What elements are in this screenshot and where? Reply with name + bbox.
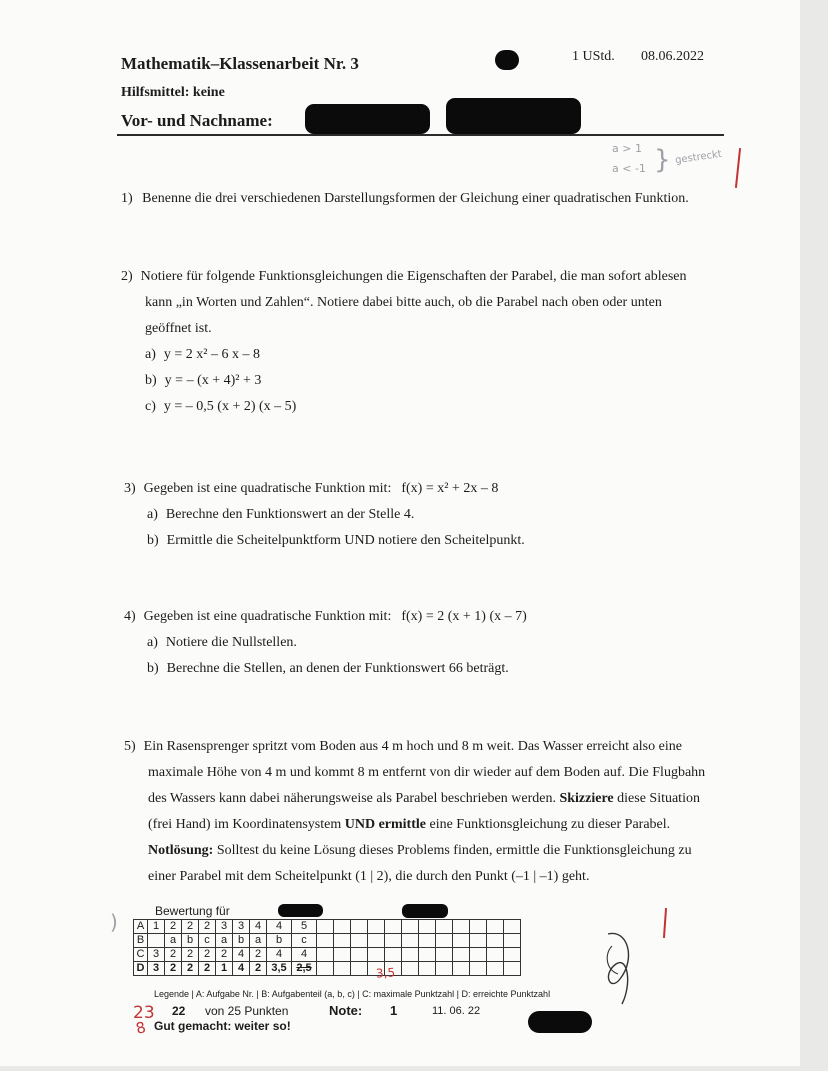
grading-cell: 2 xyxy=(250,962,267,976)
grading-cell: 4 xyxy=(250,920,267,934)
grading-cell: 3,5 xyxy=(267,962,292,976)
grading-cell: 2 xyxy=(165,948,182,962)
grade-date: 11. 06. 22 xyxy=(432,1005,481,1017)
grading-cell-empty xyxy=(351,948,368,962)
grading-cell-empty xyxy=(368,948,385,962)
task-3-intro: Gegeben ist eine quadratische Funktion mit: xyxy=(143,481,392,496)
task-3 xyxy=(124,476,525,554)
grading-cell: 2 xyxy=(182,920,199,934)
pencil-margin-mark: ) xyxy=(110,910,118,934)
grading-cell: 2 xyxy=(199,920,216,934)
task-2-number: 2) xyxy=(121,269,133,284)
task-3a-text: Berechne den Funktionswert an der Stelle 4. xyxy=(165,507,415,522)
grading-cell-empty xyxy=(453,962,470,976)
task-5-line3-end: diese Situation xyxy=(617,791,700,806)
grading-cell-empty xyxy=(504,934,521,948)
task-2a-label: a) xyxy=(145,347,156,362)
pencil-note-label: gestreckt xyxy=(674,148,723,167)
task-3b-label: b) xyxy=(147,533,159,548)
task-5-line5: Solltest du keine Lösung dieses Problems finden, ermittle die Funktionsgleichung zu xyxy=(216,843,692,858)
grading-cell-empty xyxy=(368,920,385,934)
task-1-number: 1) xyxy=(121,191,133,206)
grading-cell xyxy=(148,934,165,948)
grading-cell-empty xyxy=(436,934,453,948)
grading-row-a xyxy=(134,920,521,934)
task-5-line3: des Wassers kann dabei näherungsweise als Parabel beschrieben werden. xyxy=(148,791,556,806)
corrected-points: 23 xyxy=(133,1003,155,1023)
task-2-line3: geöffnet ist. xyxy=(145,321,212,336)
task-4-formula: f(x) = 2 (x + 1) (x – 7) xyxy=(401,609,527,624)
corrected-grade: 8 xyxy=(133,1018,148,1038)
grading-cell-empty xyxy=(419,962,436,976)
grading-cell-empty xyxy=(453,934,470,948)
grading-cell-empty xyxy=(436,962,453,976)
grading-row-c xyxy=(134,948,521,962)
grading-cell: a xyxy=(250,934,267,948)
task-4-intro: Gegeben ist eine quadratische Funktion mit: xyxy=(143,609,392,624)
grading-cell-empty xyxy=(334,934,351,948)
red-margin-mark-grading xyxy=(663,908,667,938)
grading-cell-empty xyxy=(504,962,521,976)
grading-cell-empty xyxy=(385,920,402,934)
grade-label: Note: xyxy=(329,1003,363,1018)
grading-cell-empty xyxy=(334,962,351,976)
grading-cell: 2 xyxy=(199,948,216,962)
task-5-number: 5) xyxy=(124,739,136,754)
grading-cell-empty xyxy=(470,962,487,976)
task-5-line4-end: eine Funktionsgleichung zu dieser Parabel. xyxy=(429,817,671,832)
grading-cell-empty xyxy=(317,920,334,934)
task-2c-label: c) xyxy=(145,399,156,414)
grading-cell: 2 xyxy=(250,948,267,962)
grading-cell: 3 xyxy=(216,920,233,934)
redacted-last-name xyxy=(446,98,581,134)
redacted-grading-name xyxy=(278,904,323,917)
task-2a-equation: y = 2 x² – 6 x – 8 xyxy=(163,347,260,362)
task-5-keyword-sketch: Skizziere xyxy=(559,791,614,806)
task-2-line2: kann „in Worten und Zahlen“. Notiere dabei bitte auch, ob die Parabel nach oben oder unten xyxy=(145,295,662,310)
grading-cell: 4 xyxy=(233,962,250,976)
grading-cell: 4 xyxy=(292,948,317,962)
red-margin-mark xyxy=(735,148,741,188)
grading-row-label: A xyxy=(134,920,148,934)
grading-cell-empty xyxy=(504,920,521,934)
task-5 xyxy=(124,734,705,890)
task-4b-label: b) xyxy=(147,661,159,676)
teacher-comment: Gut gemacht: weiter so! xyxy=(154,1019,291,1033)
grading-cell: 2,5 xyxy=(292,962,317,976)
corrected-cell-score: 3,5 xyxy=(375,965,396,981)
grading-row-d xyxy=(134,962,521,976)
grading-cell: 2 xyxy=(182,962,199,976)
grading-cell: 2 xyxy=(165,962,182,976)
grading-cell-empty xyxy=(351,962,368,976)
achieved-points: 22 xyxy=(172,1004,186,1018)
grading-row-b xyxy=(134,934,521,948)
task-4b-text: Berechne die Stellen, an denen der Funktionswert 66 beträgt. xyxy=(166,661,509,676)
grading-cell-empty xyxy=(317,962,334,976)
grading-cell-empty xyxy=(419,934,436,948)
task-1 xyxy=(121,186,689,212)
grade-value: 1 xyxy=(390,1003,398,1018)
grading-cell-empty xyxy=(487,920,504,934)
grading-cell: 3 xyxy=(148,962,165,976)
grading-cell: 2 xyxy=(199,962,216,976)
grading-cell: 5 xyxy=(292,920,317,934)
grading-cell: 4 xyxy=(267,948,292,962)
grading-cell: b xyxy=(182,934,199,948)
grading-cell-empty xyxy=(487,934,504,948)
redacted-grading-class xyxy=(402,904,448,918)
grading-cell-empty xyxy=(317,948,334,962)
grading-cell: a xyxy=(165,934,182,948)
task-3-formula: f(x) = x² + 2x – 8 xyxy=(401,481,499,496)
grading-cell-empty xyxy=(470,948,487,962)
task-5-line1: Ein Rasensprenger spritzt vom Boden aus 4 m hoch und 8 m weit. Das Wasser erreicht also eine xyxy=(143,739,682,754)
grading-cell-empty xyxy=(436,920,453,934)
grading-cell-empty xyxy=(385,934,402,948)
grading-cell-empty xyxy=(402,934,419,948)
grading-cell-empty xyxy=(419,920,436,934)
grading-cell: 2 xyxy=(165,920,182,934)
pencil-brace: } xyxy=(654,145,671,175)
grading-cell-empty xyxy=(334,920,351,934)
grading-cell-empty xyxy=(470,920,487,934)
header-rule xyxy=(117,134,724,136)
exam-date: 08.06.2022 xyxy=(641,49,704,64)
grading-cell: 1 xyxy=(216,962,233,976)
grading-cell: 1 xyxy=(148,920,165,934)
task-4a-label: a) xyxy=(147,635,158,650)
points-suffix: von 25 Punkten xyxy=(205,1004,289,1018)
teacher-signature-scribble xyxy=(598,924,638,1009)
redacted-first-name xyxy=(305,104,430,134)
task-2c-equation: y = – 0,5 (x + 2) (x – 5) xyxy=(163,399,297,414)
task-2-line1: Notiere für folgende Funktionsgleichungen die Eigenschaften der Parabel, die man sofort ablesen xyxy=(140,269,687,284)
grading-table xyxy=(133,919,521,976)
task-3a-label: a) xyxy=(147,507,158,522)
task-3b-text: Ermittle die Scheitelpunktform UND notiere den Scheitelpunkt. xyxy=(166,533,525,548)
grading-title: Bewertung für xyxy=(155,904,230,918)
grading-cell: 3 xyxy=(148,948,165,962)
task-5-line4: (frei Hand) im Koordinatensystem xyxy=(148,817,342,832)
grading-legend: Legende | A: Aufgabe Nr. | B: Aufgabenteil (a, b, c) | C: maximale Punktzahl | D: erreichte Punktzahl xyxy=(154,989,551,999)
grading-cell-empty xyxy=(504,948,521,962)
task-4-number: 4) xyxy=(124,609,136,624)
grading-cell: 2 xyxy=(182,948,199,962)
task-5-line2: maximale Höhe von 4 m und kommt 8 m entfernt von dir wieder auf dem Boden auf. Die Flugbahn xyxy=(148,765,706,780)
exam-duration: 1 UStd. xyxy=(572,49,615,64)
grading-row-label: B xyxy=(134,934,148,948)
grading-cell-empty xyxy=(351,934,368,948)
grading-cell: 4 xyxy=(233,948,250,962)
grading-cell-empty xyxy=(402,962,419,976)
task-1-text: Benenne die drei verschiedenen Darstellungsformen der Gleichung einer quadratischen Funktion. xyxy=(142,191,689,206)
grading-cell: c xyxy=(292,934,317,948)
task-4 xyxy=(124,604,527,682)
redacted-mark xyxy=(495,50,519,70)
task-2 xyxy=(121,264,687,420)
task-5-line6: einer Parabel mit dem Scheitelpunkt (1 | 2), die durch den Punkt (–1 | –1) geht. xyxy=(148,869,590,884)
task-4a-text: Notiere die Nullstellen. xyxy=(165,635,297,650)
task-2b-equation: y = – (x + 4)² + 3 xyxy=(164,373,262,388)
grading-cell-empty xyxy=(419,948,436,962)
grading-cell: 4 xyxy=(267,920,292,934)
grading-cell: 3 xyxy=(233,920,250,934)
grading-cell-empty xyxy=(453,920,470,934)
grading-row-label: D xyxy=(134,962,148,976)
grading-cell-empty xyxy=(453,948,470,962)
pencil-note-line1: a > 1 xyxy=(612,142,642,155)
grading-cell-empty xyxy=(334,948,351,962)
grading-cell-empty xyxy=(368,934,385,948)
redacted-teacher-signature xyxy=(528,1011,592,1033)
grading-cell-empty xyxy=(402,948,419,962)
grading-cell-empty xyxy=(487,948,504,962)
grading-cell: 2 xyxy=(216,948,233,962)
grading-cell: b xyxy=(267,934,292,948)
allowed-aids: Hilfsmittel: keine xyxy=(121,85,225,100)
grading-cell-empty xyxy=(487,962,504,976)
grading-cell: a xyxy=(216,934,233,948)
grading-cell-empty xyxy=(470,934,487,948)
grading-row-label: C xyxy=(134,948,148,962)
grading-cell-empty xyxy=(436,948,453,962)
grading-cell-empty xyxy=(317,934,334,948)
task-5-keyword-determine: UND ermittle xyxy=(344,817,426,832)
task-2b-label: b) xyxy=(145,373,157,388)
exam-title: Mathematik–Klassenarbeit Nr. 3 xyxy=(121,54,359,73)
task-5-keyword-fallback: Notlösung: xyxy=(148,843,214,858)
grading-cell: c xyxy=(199,934,216,948)
task-3-number: 3) xyxy=(124,481,136,496)
grading-cell-empty xyxy=(351,920,368,934)
grading-cell-empty xyxy=(385,948,402,962)
grading-cell: b xyxy=(233,934,250,948)
name-label: Vor- und Nachname: xyxy=(121,111,273,130)
grading-cell-empty xyxy=(402,920,419,934)
pencil-note-line2: a < -1 xyxy=(612,162,646,175)
